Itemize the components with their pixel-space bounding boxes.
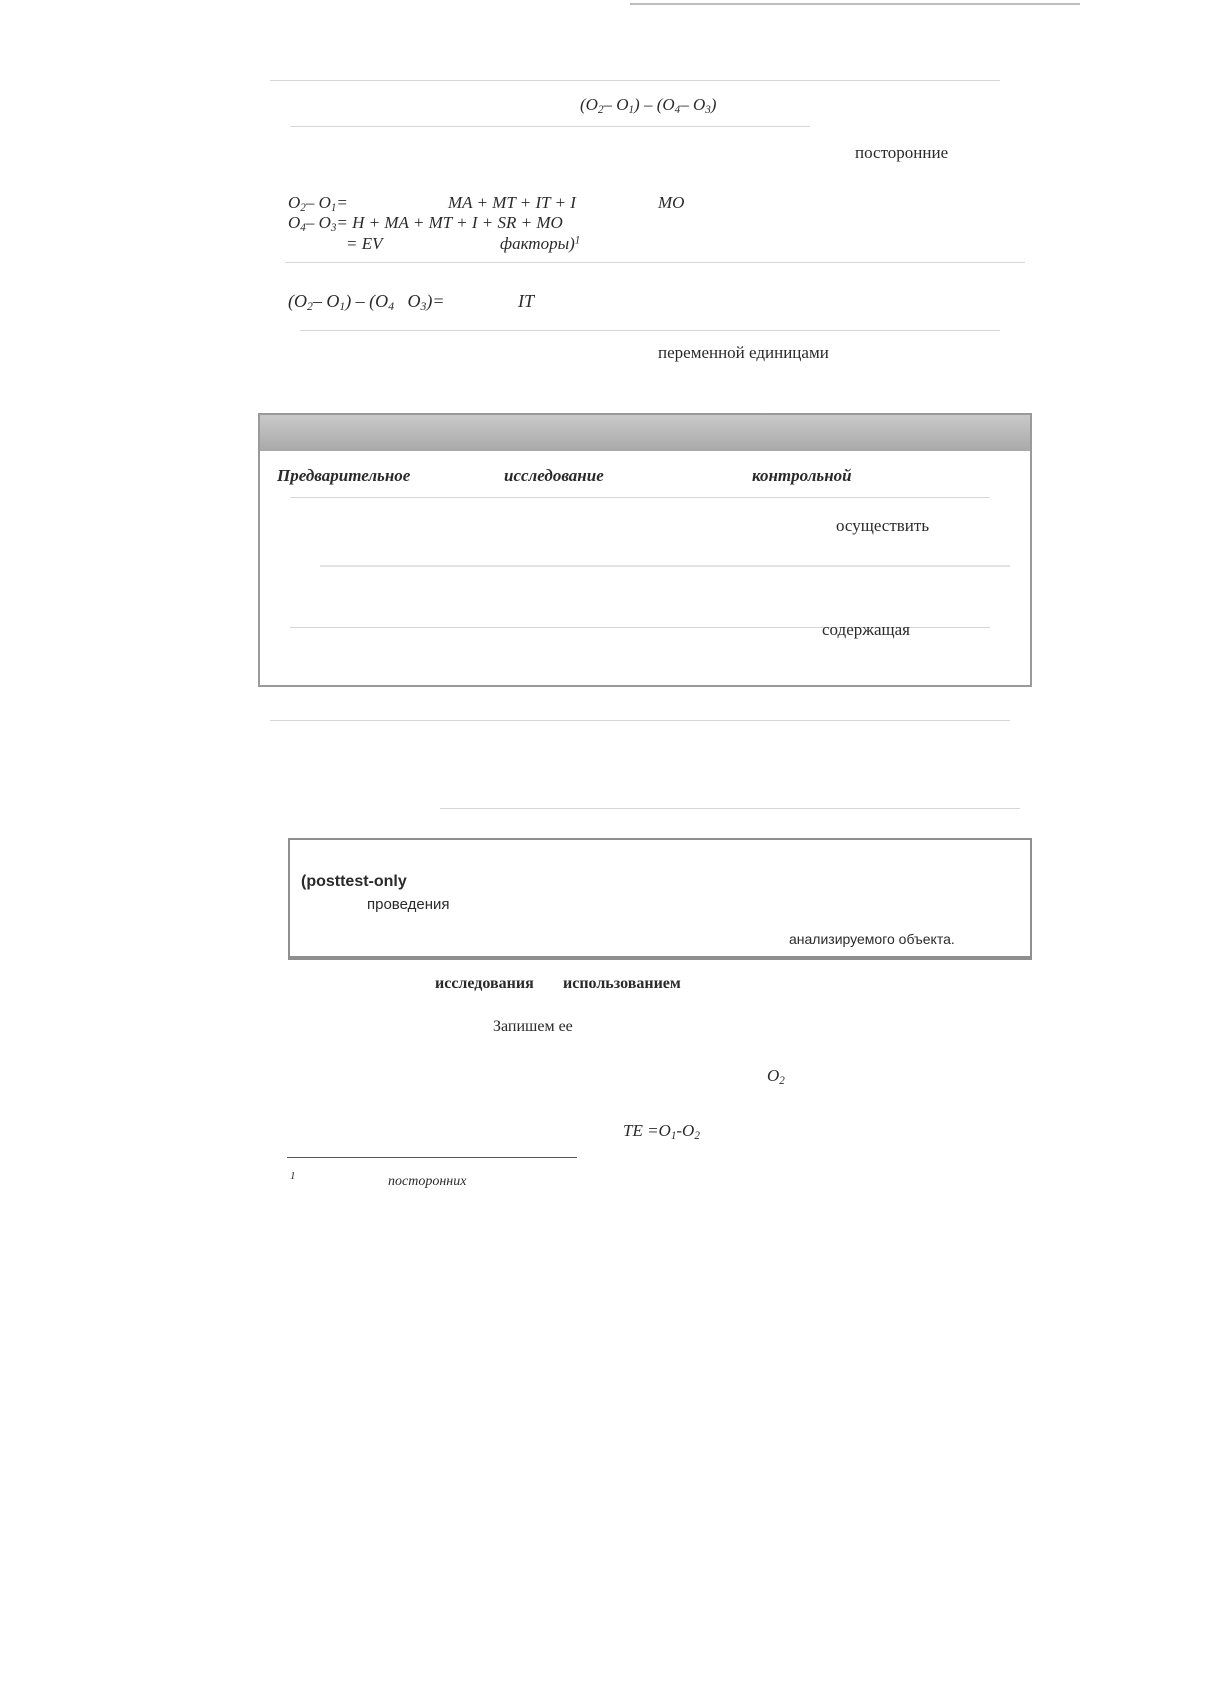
box2-line-analiziruemogo: анализируемого объекта.: [789, 931, 955, 947]
box2-title: (posttest-only: [301, 873, 407, 890]
text-postoronnie: посторонние: [855, 143, 949, 162]
scan-smudge: [290, 126, 810, 127]
box1-word-osushchestvit: осуществить: [836, 516, 930, 535]
footnote-text: посторонних: [388, 1174, 467, 1189]
scan-smudge: [320, 565, 1010, 567]
equation-3-factors: факторы)$^1$: [500, 234, 581, 253]
text-peremennoy-edinitsami: переменной единицами: [658, 343, 829, 362]
box-header-bar: [260, 415, 1030, 451]
footnote-number: 1: [290, 1170, 296, 1182]
scan-smudge: [300, 330, 1000, 331]
equation-3-ev: = EV: [346, 234, 383, 253]
footnote-rule: [287, 1157, 577, 1158]
formula-te: TE $=O_1-O_2$: [623, 1121, 700, 1142]
scan-smudge: [290, 497, 990, 498]
text-zapishem-ee: Запишем ее: [493, 1018, 573, 1035]
equation-2: $O_4-$ $O_3= H$ + MA + MT + I + SR + MO: [288, 213, 563, 234]
formula-top: ($O_2-$ $O_1) - (O_4-$ $O_3$): [580, 95, 717, 116]
equation-4: ($O_2-$ $O_1) - (O_4$ $O_3)=$: [288, 291, 445, 313]
scan-smudge: [285, 262, 1025, 263]
box1-word-issledovanie: исследование: [504, 466, 604, 485]
equation-4-result: IT: [518, 291, 535, 311]
box1-word-soderzhashchaya: содержащая: [822, 620, 910, 639]
equation-1-lhs: $O_2-$ $O_1=$: [288, 193, 348, 214]
scan-smudge: [270, 720, 1010, 721]
equation-1-extra: MO: [658, 193, 685, 212]
formula-o2: $O_2$: [767, 1066, 785, 1087]
scan-smudge: [440, 808, 1020, 809]
text-ispolzovaniem: использованием: [563, 975, 681, 992]
scan-smudge: [270, 80, 1000, 81]
box1-word-kontrolnoy: контрольной: [752, 466, 852, 485]
top-rule: [630, 3, 1080, 5]
equation-1-rhs: MA + MT + IT + I: [448, 193, 576, 212]
sidebar-box-pretest: [258, 413, 1032, 687]
box2-line-provedeniya: проведения: [367, 896, 450, 913]
text-issledovaniya: исследования: [435, 975, 534, 992]
box1-word-predvaritelnoe: Предварительное: [277, 466, 411, 485]
